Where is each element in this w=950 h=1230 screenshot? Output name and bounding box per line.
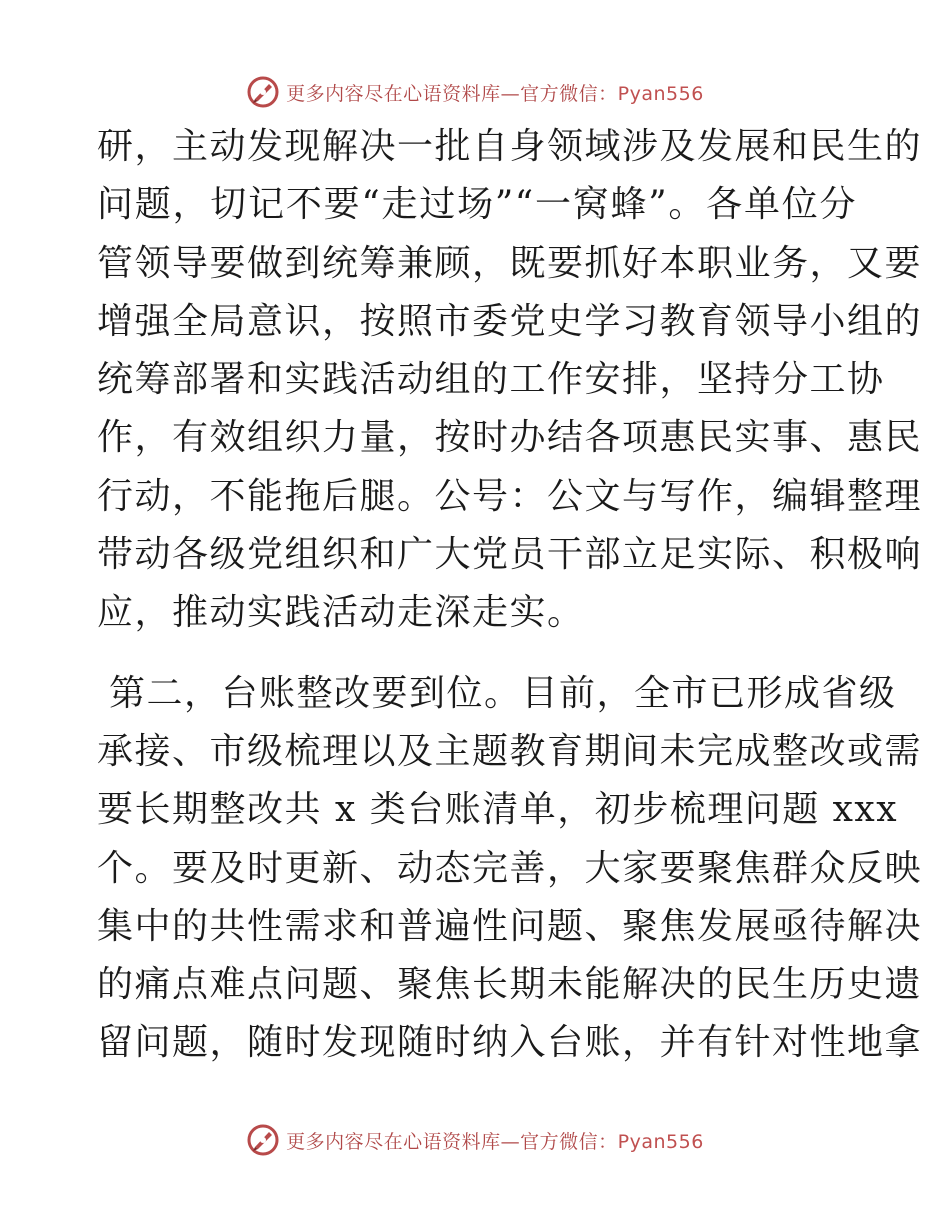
paragraph-1 [97, 118, 923, 643]
paragraph-gap [97, 643, 857, 665]
text-line: 管领导要做到统筹兼顾，既要抓好本职业务，又要 [97, 242, 923, 284]
pen-logo-icon [246, 1123, 280, 1157]
text-line: 承接、市级梳理以及主题教育期间未完成整改或需 [97, 730, 923, 772]
text-line: 集中的共性需求和普遍性问题、聚焦发展亟待解决 [97, 905, 923, 947]
paragraph-2 [97, 665, 923, 1073]
document-body [97, 118, 923, 1073]
pen-logo-icon [246, 75, 280, 109]
text-line: 要长期整改共 x 类台账清单，初步梳理问题 xxx [97, 789, 899, 831]
text-line: 第二，台账整改要到位。目前，全市已形成省级 [109, 672, 897, 714]
text-line: 统筹部署和实践活动组的工作安排，坚持分工协 [97, 359, 885, 401]
text-line: 研，主动发现解决一批自身领域涉及发展和民生的 [97, 126, 923, 167]
text-line: 个。要及时更新、动态完善，大家要聚焦群众反映 [97, 847, 923, 889]
watermark-brand: Pyan556 [617, 82, 704, 105]
text-line: 应，推动实践活动走深走实。 [97, 592, 585, 634]
text-line: 的痛点难点问题、聚焦长期未能解决的民生历史遗 [97, 964, 923, 1006]
watermark-text: 更多内容尽在心语资料库—官方微信：Pyan556 [286, 1130, 704, 1153]
text-line: 作，有效组织力量，按时办结各项惠民实事、惠民 [97, 417, 923, 459]
watermark-text: 更多内容尽在心语资料库—官方微信：Pyan556 [286, 82, 704, 105]
text-line: 带动各级党组织和广大党员干部立足实际、积极响 [97, 534, 923, 576]
watermark-brand: Pyan556 [617, 1130, 704, 1153]
text-line: 行动，不能拖后腿。公号：公文与写作，编辑整理 [97, 475, 923, 517]
footer-watermark-banner [0, 1120, 950, 1160]
text-line: 留问题，随时发现随时纳入台账，并有针对性地拿 [97, 1022, 923, 1064]
text-line: 问题，切记不要“走过场”“一窝蜂”。各单位分 [97, 184, 857, 226]
header-watermark-banner [0, 72, 950, 112]
text-line: 增强全局意识，按照市委党史学习教育领导小组的 [97, 300, 923, 342]
